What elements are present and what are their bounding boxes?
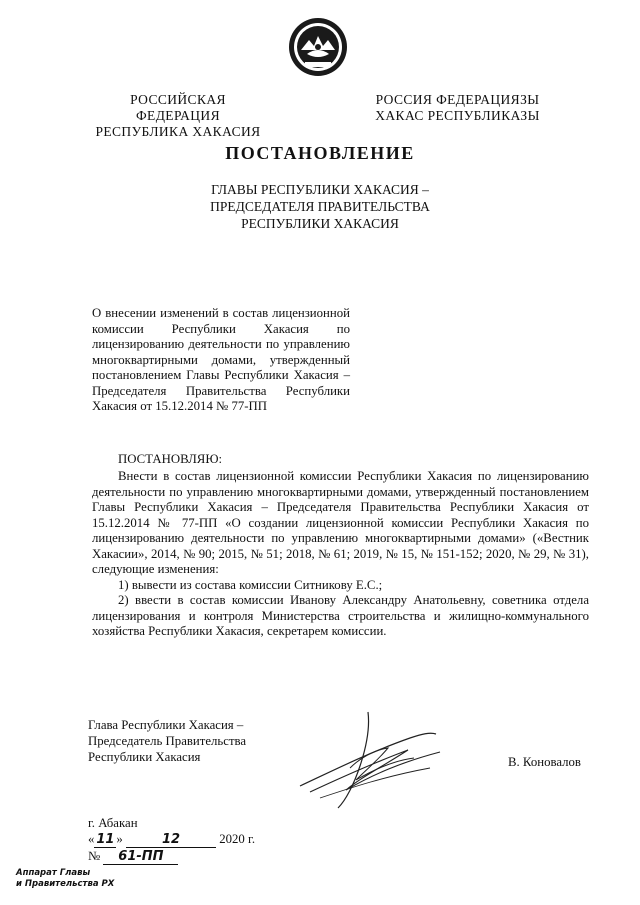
office-stamp [16,868,114,890]
document-body [92,469,589,640]
date-year: 2020 г. [219,832,256,846]
document-number: 61-ПП [103,849,178,865]
number-label: № [88,849,101,863]
republic-emblem-icon [287,16,349,78]
header-right [370,92,545,124]
body-item-1: 1) вывести из состава комиссии Ситникову Е.С.; [118,577,383,592]
quote-close: » [116,832,123,846]
date-day: 11 [96,832,115,847]
signatory-name: В. Коновалов [508,755,581,769]
subtitle-line3: РЕСПУБЛИКИ ХАКАСИЯ [241,216,399,231]
document-about: О внесении изменений в состав лицензионной комиссии Республики Хакасия по лицензированию деятельности по управлению многоквартирными домами, утвержденный постановлением Главы Республики Хакасия – Председателя Правительства Республики Хакасия от 15.12.2014 № 77-ПП [92,306,350,413]
header-left-line2: РЕСПУБЛИКА ХАКАСИЯ [95,124,261,139]
date-month: 12 [126,832,216,848]
stamp-line1: Аппарат Главы [16,868,91,878]
city: г. Абакан [88,816,138,830]
signatory-position [88,717,246,765]
header-left [88,92,268,140]
position-line3: Республики Хакасия [88,750,201,764]
header-right-line2: ХАКАС РЕСПУБЛИКАЗЫ [375,108,540,123]
position-line2: Председатель Правительства [88,734,247,748]
date-line [88,831,255,848]
subtitle-line1: ГЛАВЫ РЕСПУБЛИКИ ХАКАСИЯ – [211,182,429,197]
quote-open: « [88,832,95,846]
header-left-line1: РОССИЙСКАЯ ФЕДЕРАЦИЯ [130,92,226,123]
body-intro: Внести в состав лицензионной комиссии Республики Хакасия по лицензированию деятельности по управлению многоквартирными домами, утвержденный постановлением Главы Республики Хакасия – Председателя Правительства Республики Хакасия от 15.12.2014 № 77-ПП «О создании лицензионной комиссии Республики Хакасия по лицензированию деятельности по управлению многоквартирными домами» («Вестник Хакасии», 2014, № 90; 2015, № 51; 2018, № 61; 2019, № 15, № 151-152; 2020, № 29, № 31), следующие изменения: [92,469,589,576]
handwritten-signature [290,708,460,818]
document-subtitle [150,181,490,232]
place-date-block [88,815,255,865]
resolve-heading: ПОСТАНОВЛЯЮ: [118,452,223,466]
position-line1: Глава Республики Хакасия – [88,718,244,732]
body-item-2: 2) ввести в состав комиссии Иванову Александру Анатольевну, советника отдела лицензирования и контроля Министерства строительства и жилищно-коммунального хозяйства Республики Хакасия, секретарем комиссии. [92,593,589,638]
stamp-line2: и Правительства РХ [16,879,115,889]
document-title: ПОСТАНОВЛЕНИЕ [225,143,415,163]
subtitle-line2: ПРЕДСЕДАТЕЛЯ ПРАВИТЕЛЬСТВА [210,199,430,214]
header-right-line1: РОССИЯ ФЕДЕРАЦИЯЗЫ [375,92,540,107]
number-line [88,848,255,865]
